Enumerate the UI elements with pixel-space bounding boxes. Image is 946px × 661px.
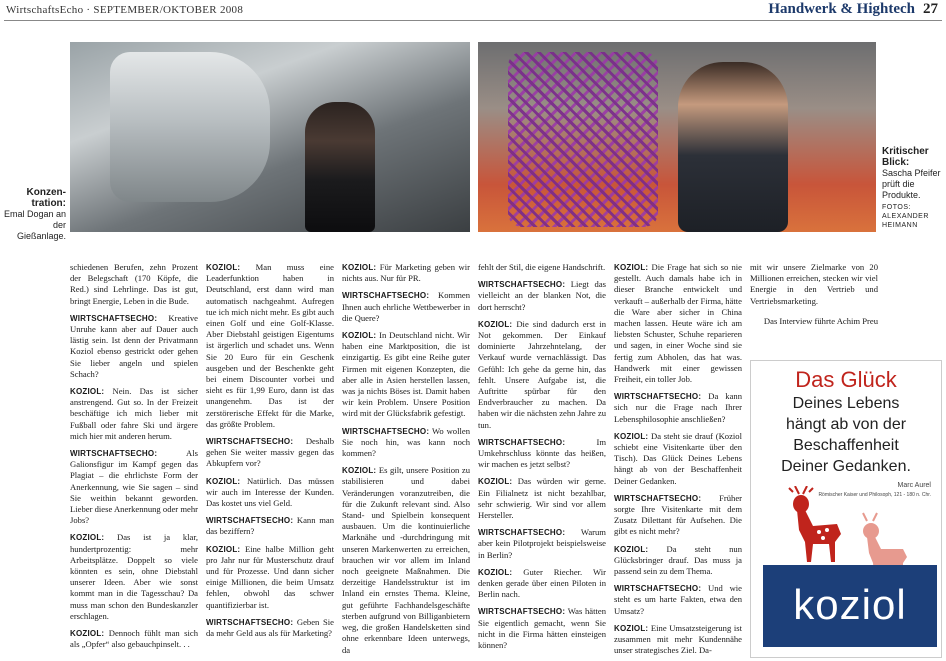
- ad-line-5: Deiner Gedanken.: [781, 458, 911, 475]
- article-paragraph: [614, 262, 742, 385]
- article-paragraph: [206, 544, 334, 611]
- speaker-label: KOZIOL:: [70, 629, 105, 639]
- speaker-label: KOZIOL:: [478, 319, 513, 329]
- paragraph-text: Früher sorgte Ihre Visitenkarte mit dem Zusatz Dilettant für Aufsehen. Die gibt es nicht mehr?: [614, 492, 742, 537]
- text-column-3: [342, 262, 470, 661]
- paragraph-text: Guter Riecher. Wir denken gerade über einen Piloten in Berlin nach.: [478, 566, 606, 600]
- paragraph-text: Und wie steht es um harte Fakten, etwa den Umsatz?: [614, 583, 742, 616]
- interview-credit-block: [750, 312, 878, 333]
- paragraph-text: Deshalb gehen Sie weiter massiv gegen das Abkupfern vor?: [206, 436, 334, 469]
- caption-left-text: Emal Dogan an der Gießanlage.: [3, 209, 66, 241]
- speaker-label: KOZIOL:: [614, 544, 649, 554]
- paragraph-text: Wo wollen Sie noch hin, was kann noch kommen?: [342, 425, 470, 459]
- speaker-label: KOZIOL:: [206, 476, 241, 486]
- paragraph-text: Da kann sich nur die Frage nach Ihrer Lebensphilosophie anschließen?: [614, 391, 742, 424]
- article-paragraph: [750, 262, 878, 307]
- paragraph-text: Man muss eine Leaderfunktion haben in Deutschland, erst dann wird man automatisch nachgeahmt. Aufregen tue ich mich nicht mehr. Es gibt auch einen Golf und eine Golf-Klasse. Aber Diebstahl geistigen Eigentums ist ärgerlich und schadet uns. Wenn Sie 20 Euro für ein Geschenk ausgeben und der Beschenkte geht bei einem Discounter vorbei und sieht es für 1,99 Euro, dann ist das unangenehm. Das ist der zerstörerische Effekt für die Marke, das größte Problem.: [206, 262, 334, 429]
- paragraph-text: Eine halbe Million geht pro Jahr nur für Musterschutz drauf und für Prozesse. Und dann sicher einige Millionen, die beim Umsatz fehlen, obwohl das schwer quantifizierbar ist.: [206, 543, 334, 610]
- speaker-label: KOZIOL:: [342, 263, 377, 272]
- article-paragraph: [478, 476, 606, 521]
- article-paragraph: [206, 617, 334, 639]
- worker-figure: [305, 102, 375, 232]
- ad-line-4: Beschaffenheit: [793, 437, 899, 454]
- machine-drum: [110, 52, 270, 202]
- article-paragraph: [478, 567, 606, 601]
- paragraph-text: Eine Umsatzsteigerung ist zusammen mit mehr Kundennähe unser strategisches Ziel. Da-: [614, 622, 742, 656]
- page-header: [0, 0, 946, 22]
- speaker-label: WIRTSCHAFTSECHO:: [70, 313, 158, 323]
- paragraph-text: Das würden wir gerne. Ein Filialnetz ist nicht bezahlbar, sehr schwierig. Wir sind vor allem Hersteller.: [478, 476, 606, 521]
- speaker-label: KOZIOL:: [206, 544, 241, 554]
- paragraph-text: Es gilt, unsere Position zu stabilisieren und dabei Veränderungen voranzutreiben, die für die Zukunft relevant sind. Also Stand- und Spielbein konsequent ausbauen. Um die kontinuierliche Marknähe und -durchdringung mit unseren Markenwerten zu erreichen, brauchen wir vor allem im Inland noch geeignete Maßnahmen. Die derzeitige Handelsstruktur ist im Inland ein ernstes Thema. Kleine, gut geführte Fachhandelsgeschäfte sterben aufgrund von Billiganbietern weg, die großen Handelsketten sind ohne erkennbare Ideen unterwegs, da: [342, 465, 470, 655]
- speaker-label: KOZIOL:: [478, 477, 513, 487]
- speaker-label: WIRTSCHAFTSECHO:: [206, 617, 294, 627]
- article-paragraph: [342, 465, 470, 655]
- photo-casting-machine: [70, 42, 470, 232]
- ad-headline: Das Glück: [795, 367, 897, 392]
- text-column-1: [70, 262, 198, 657]
- article-paragraph: [614, 493, 742, 538]
- koziol-logo: [763, 565, 937, 647]
- article-paragraph: [206, 515, 334, 537]
- paragraph-text: Was hätten Sie eigentlich gemacht, wenn Sie nicht in die Firma hätten einsteigen können?: [478, 606, 606, 651]
- speaker-label: WIRTSCHAFTSECHO:: [478, 280, 566, 290]
- interview-credit: Das Interview führte Achim Preu: [763, 316, 878, 326]
- article-paragraph: [206, 262, 334, 430]
- speaker-label: WIRTSCHAFTSECHO:: [342, 291, 430, 301]
- speaker-label: KOZIOL:: [342, 331, 377, 341]
- paragraph-text: Kreative Unruhe kann aber auf Dauer auch lästig sein. Ist denn der Privatmann Koziol ebenso gestrickt oder gehen Sie lieber angeln und spielen Schach?: [70, 312, 198, 379]
- article-paragraph: [342, 290, 470, 324]
- article-paragraph: [614, 623, 742, 657]
- article-paragraph: [614, 391, 742, 425]
- speaker-label: KOZIOL:: [70, 387, 105, 397]
- paragraph-text: fehlt der Stil, die eigene Handschrift.: [478, 262, 606, 272]
- caption-left-title: Konzen-tration:: [26, 187, 66, 209]
- speaker-label: KOZIOL:: [478, 567, 513, 577]
- article-paragraph: [614, 544, 742, 578]
- paragraph-text: Kommen Ihnen auch ehrliche Wettbewerber in die Quere?: [342, 290, 470, 323]
- paragraph-text: schiedenen Berufen, zehn Prozent der Belegschaft (170 Köpfe, die Red.) sind Lehrlinge. Das ist gut, bringt Energie, Leben in die Bude.: [70, 262, 198, 306]
- paragraph-text: mit wir unsere Zielmarke von 20 Millionen erreichen, stecken wir viel Energie in den Vertrieb und Vertriebsmarketing.: [750, 262, 878, 306]
- article-paragraph: [206, 436, 334, 470]
- page-number: 27: [923, 1, 938, 17]
- paragraph-text: Das ist ja klar, hundertprozentig: mehr Arbeitsplätze. Doppelt so viele könnten es sein, ohne Diebstahl unserer Ideen. Aber wie sonst kommt man in die Tagesschau? Da muss man schon den Bundeskanzler erschlagen.: [70, 532, 198, 621]
- text-column-5: [614, 262, 742, 661]
- article-paragraph: [478, 437, 606, 471]
- paragraph-text: Geben Sie da mehr Geld aus als für Marketing?: [206, 616, 334, 639]
- article-paragraph: [70, 628, 198, 650]
- article-paragraph: [206, 476, 334, 510]
- speaker-label: KOZIOL:: [342, 466, 377, 476]
- article-paragraph: [342, 262, 470, 284]
- ad-author-subtitle: Römischer Kaiser und Philosoph, 121 - 180 n. Chr.: [818, 492, 931, 498]
- article-paragraph: [478, 606, 606, 651]
- red-deer-figurine-icon: [779, 486, 849, 566]
- speaker-label: WIRTSCHAFTSECHO:: [342, 426, 430, 436]
- article-paragraph: [478, 319, 606, 431]
- purple-product: [508, 52, 658, 227]
- paragraph-text: Warum aber kein Pilotprojekt beispielsweise in Berlin?: [478, 527, 606, 560]
- article-paragraph: [614, 583, 742, 617]
- article-paragraph: [70, 386, 198, 442]
- speaker-label: KOZIOL:: [614, 431, 649, 441]
- paragraph-text: Die Frage hat sich so nie gestellt. Auch damals habe ich in dieser Branche entwickelt und verkauft – außerhalb der Firma, hätte die Ware aber sicher in China machen lassen. Heute wäre ich am liebsten Schuster, Schuhe reparieren und sagen, in einer Woche sind sie fertig zum Abholen, das hat was. Handwerk mit einer gewissen Freiheit, ein toller Job.: [614, 262, 743, 385]
- speaker-label: WIRTSCHAFTSECHO:: [614, 392, 702, 402]
- ad-line-3: hängt ab von der: [785, 416, 907, 433]
- koziol-advertisement: [750, 360, 942, 658]
- speaker-label: KOZIOL:: [614, 623, 649, 633]
- article-paragraph: [70, 448, 198, 526]
- article-paragraph: [70, 262, 198, 307]
- article-paragraph: [70, 313, 198, 380]
- caption-right-title: Kritischer Blick:: [882, 146, 929, 168]
- article-paragraph: [342, 330, 470, 420]
- koziol-logo-text: koziol: [793, 581, 907, 628]
- paragraph-text: Im Umkehrschluss könnte das heißen, wir machen es jetzt selbst?: [478, 436, 606, 470]
- speaker-label: KOZIOL:: [614, 263, 649, 272]
- ad-author-name: Marc Aurel: [897, 482, 931, 489]
- speaker-label: KOZIOL:: [206, 263, 241, 272]
- speaker-label: KOZIOL:: [70, 533, 105, 543]
- speaker-label: WIRTSCHAFTSECHO:: [478, 607, 566, 617]
- ad-line-2: Deines Lebens: [792, 395, 900, 412]
- publication-line: WirtschaftsEcho · SEPTEMBER/OKTOBER 2008: [6, 4, 244, 16]
- article-paragraph: [342, 426, 470, 460]
- article-paragraph: [614, 431, 742, 487]
- article-paragraph: [478, 527, 606, 561]
- paragraph-text: Natürlich. Das müssen wir auch im Interesse der Kunden. Das kostet uns viel Geld.: [206, 475, 334, 509]
- speaker-label: WIRTSCHAFTSECHO:: [206, 437, 294, 447]
- photo-product-inspection: [478, 42, 876, 232]
- header-rule: [4, 20, 942, 21]
- article-paragraph: [478, 279, 606, 313]
- paragraph-text: In Deutschland nicht. Wir haben eine Marktposition, die ist einzigartig. Es gibt eine Reihe guter Firmen mit eigenen Konzepten, die aber alle in Asien herstellen lassen, was ja nichts Böses ist. Damit haben wir kein Problem. Unsere Position wird mit der Glücksfabrik gefestigt.: [342, 330, 470, 419]
- article-paragraph: [70, 532, 198, 622]
- paragraph-text: Da steht sie drauf (Koziol schiebt eine Visitenkarte über den Tisch). Das Glück Deines Lebens hängt ab von der Beschaffenheit Deiner Gedanken.: [614, 430, 742, 486]
- paragraph-text: Dennoch fühlt man sich als „Opfer“ also gebauchpinselt. . .: [70, 628, 198, 650]
- speaker-label: WIRTSCHAFTSECHO:: [206, 516, 294, 526]
- speaker-label: WIRTSCHAFTSECHO:: [70, 449, 158, 459]
- speaker-label: WIRTSCHAFTSECHO:: [614, 584, 702, 594]
- speaker-label: WIRTSCHAFTSECHO:: [478, 528, 566, 538]
- text-column-4: [478, 262, 606, 657]
- caption-right-text: Sascha Pfeifer prüft die Produkte.: [882, 168, 941, 200]
- article-paragraph: [478, 262, 606, 273]
- paragraph-text: Liegt das vielleicht an der blanken Not, die dort herrscht?: [478, 279, 606, 312]
- paragraph-text: Kann man das beziffern?: [206, 515, 334, 537]
- caption-right: [882, 146, 944, 230]
- speaker-label: WIRTSCHAFTSECHO:: [478, 437, 566, 447]
- paragraph-text: Für Marketing geben wir nichts aus. Nur für PR.: [342, 262, 470, 284]
- text-column-2: [206, 262, 334, 645]
- paragraph-text: Die sind dadurch erst in Not gekommen. Der Einkauf dominierte Jahrzehntelang, der Verkauf wurde vernachlässigt. Das Gefühl: Ich gehe da gerne hin, das fehlt. Unsere Aufgabe ist, die Auftritte spürbar für den Endverbraucher zu machen. Da haben wir die nächsten zehn Jahre zu tun.: [478, 318, 606, 430]
- inspector-figure: [678, 62, 788, 232]
- caption-left: [2, 187, 66, 242]
- speaker-label: WIRTSCHAFTSECHO:: [614, 493, 702, 503]
- section-name: Handwerk & Hightech: [768, 1, 915, 17]
- paragraph-text: Als Galionsfigur im Kampf gegen das Plagiat – die ehrlichste Form der Anerkennung, wie Sie sagen – sind Sie weithin bekannt geworden. Lieber diese Anerkennung oder mehr Jobs?: [70, 448, 198, 526]
- paragraph-text: Nein. Das ist sicher anstrengend. Gut so. In der Freizeit beschäftige ich mich lieber mit Fußball oder fahre Ski und ärgere mich hier mit anderen herum.: [70, 386, 198, 441]
- section-title: [768, 1, 938, 18]
- text-column-6: [750, 262, 878, 313]
- paragraph-text: Da steht nun Glücksbringer drauf. Das muss ja passend sein zu dem Thema.: [614, 543, 742, 577]
- photo-credit: FOTOS: ALEXANDER HEIMANN: [882, 204, 929, 229]
